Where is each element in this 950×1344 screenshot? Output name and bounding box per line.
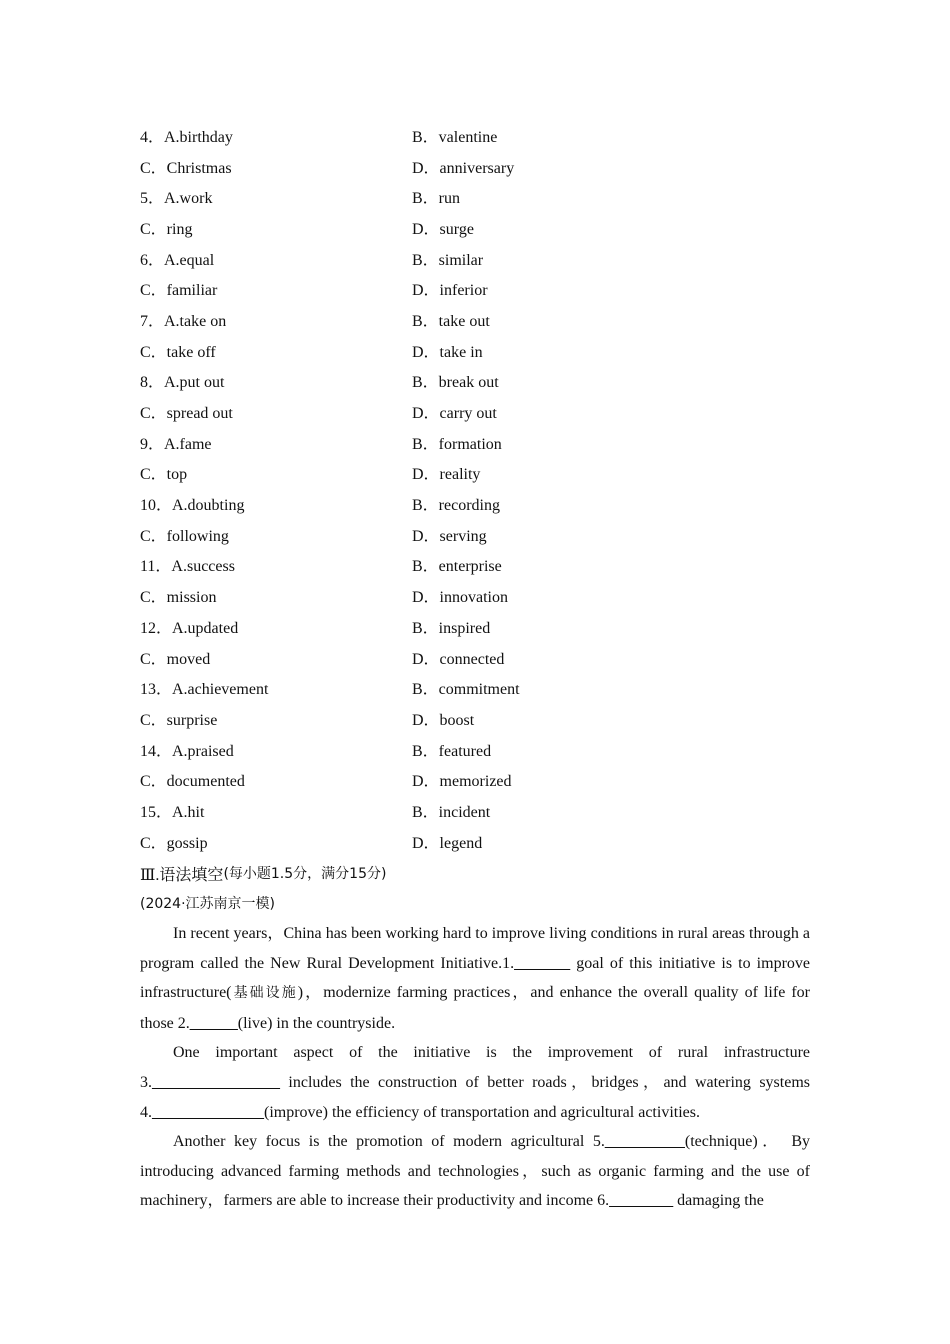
- option-row: [140, 335, 810, 366]
- option-row: [140, 396, 810, 427]
- option-right: B．similar: [412, 251, 484, 269]
- option-right: D．connected: [412, 650, 505, 668]
- option-right: B．incident: [412, 803, 491, 821]
- option-right: B．valentine: [412, 128, 498, 146]
- option-left: C．mission: [140, 589, 217, 607]
- option-left: 9．A.fame: [140, 435, 212, 453]
- blank-6: ________: [609, 1192, 674, 1210]
- blank-3: ________________: [152, 1073, 280, 1091]
- option-left: C．top: [140, 466, 188, 484]
- option-left: C．spread out: [140, 405, 233, 423]
- option-left: C．following: [140, 527, 229, 545]
- option-left: 12．A.updated: [140, 619, 239, 637]
- annotation-cjk: 基础设施: [231, 985, 298, 1002]
- option-left: 10．A.doubting: [140, 497, 245, 515]
- blank-1: _______: [514, 954, 571, 972]
- blank-2: ______: [189, 1014, 238, 1032]
- option-right: B．formation: [412, 435, 502, 453]
- option-left: C．familiar: [140, 282, 218, 300]
- option-left: 14．A.praised: [140, 742, 234, 760]
- paragraph-1: [140, 919, 810, 1038]
- option-right: D．memorized: [412, 773, 512, 791]
- text: Another key focus is the promotion of modern agricultural 5.: [173, 1133, 605, 1151]
- option-right: D．serving: [412, 527, 487, 545]
- option-left: 6．A.equal: [140, 251, 215, 269]
- option-left: 13．A.achievement: [140, 681, 269, 699]
- text: (improve) the efficiency of transportation and agricultural activities.: [264, 1103, 700, 1121]
- option-row: [140, 366, 810, 397]
- option-row: [140, 458, 810, 489]
- text: (technique)． By introducing advanced farming methods and technologies，such as organic farming and the use of machinery，farmers are able to increase their productivity and income 6.: [140, 1133, 810, 1210]
- blank-4: ______________: [152, 1103, 264, 1121]
- option-right: D．take in: [412, 343, 483, 361]
- option-row: [140, 273, 810, 304]
- source-line: [140, 888, 810, 918]
- option-row: [140, 734, 810, 765]
- option-right: B．commitment: [412, 681, 520, 699]
- option-row: [140, 519, 810, 550]
- option-right: D．innovation: [412, 589, 508, 607]
- option-right: D．surge: [412, 220, 474, 238]
- source-text: (2024·江苏南京一模): [140, 896, 276, 912]
- option-row: [140, 826, 810, 857]
- option-left: 8．A.put out: [140, 374, 225, 392]
- option-row: [140, 550, 810, 581]
- option-right: B．run: [412, 190, 461, 208]
- option-row: [140, 611, 810, 642]
- option-row: [140, 764, 810, 795]
- option-right: D．boost: [412, 711, 475, 729]
- section-heading: [140, 858, 810, 888]
- option-row: [140, 642, 810, 673]
- option-left: 5．A.work: [140, 190, 213, 208]
- option-left: C．take off: [140, 343, 216, 361]
- text: goal of this initiative is to improve infrastructure(: [140, 954, 811, 1002]
- option-row: [140, 580, 810, 611]
- option-left: C．documented: [140, 773, 245, 791]
- option-right: B．recording: [412, 497, 500, 515]
- option-right: B．inspired: [412, 619, 491, 637]
- option-right: D．carry out: [412, 405, 497, 423]
- option-left: C．gossip: [140, 834, 208, 852]
- option-row: [140, 672, 810, 703]
- option-right: B．enterprise: [412, 558, 502, 576]
- text: One important aspect of the initiative is the improvement of rural infrastructure 3.: [140, 1044, 810, 1091]
- option-row: [140, 795, 810, 826]
- section-title: Ⅲ.语法填空: [140, 866, 224, 884]
- option-left: C．Christmas: [140, 159, 232, 177]
- option-right: B．break out: [412, 374, 499, 392]
- option-left: C．surprise: [140, 711, 218, 729]
- text: damaging the: [673, 1192, 764, 1210]
- passage: [140, 919, 810, 1216]
- option-right: D．legend: [412, 834, 483, 852]
- option-left: C．moved: [140, 650, 211, 668]
- option-left: 11．A.success: [140, 558, 235, 576]
- option-right: B．take out: [412, 312, 490, 330]
- option-row: [140, 120, 810, 151]
- text: includes the construction of better roads，bridges，and watering systems 4.: [140, 1073, 810, 1121]
- option-right: B．featured: [412, 742, 492, 760]
- option-right: D．reality: [412, 466, 481, 484]
- blank-5: __________: [604, 1133, 685, 1151]
- option-left: 15．A.hit: [140, 803, 205, 821]
- option-row: [140, 151, 810, 182]
- text: )，modernize farming practices，and enhance the overall quality of life for those 2.: [140, 984, 811, 1032]
- option-row: [140, 427, 810, 458]
- option-right: D．inferior: [412, 282, 488, 300]
- option-row: [140, 212, 810, 243]
- paragraph-3: [140, 1127, 810, 1216]
- paragraph-2: [140, 1038, 810, 1127]
- text: In recent years，China has been working hard to improve living conditions in rural areas through a program called the New Rural Development Initiative.1.: [140, 925, 810, 972]
- option-row: [140, 304, 810, 335]
- option-row: [140, 703, 810, 734]
- options-list: [140, 120, 810, 857]
- text: (live) in the countryside.: [237, 1014, 396, 1032]
- option-row: [140, 488, 810, 519]
- option-left: C．ring: [140, 220, 193, 238]
- option-row: [140, 181, 810, 212]
- option-row: [140, 243, 810, 274]
- option-left: 7．A.take on: [140, 312, 227, 330]
- section-score-note: (每小题1.5分，满分15分): [223, 866, 387, 882]
- option-right: D．anniversary: [412, 159, 515, 177]
- option-left: 4．A.birthday: [140, 128, 233, 146]
